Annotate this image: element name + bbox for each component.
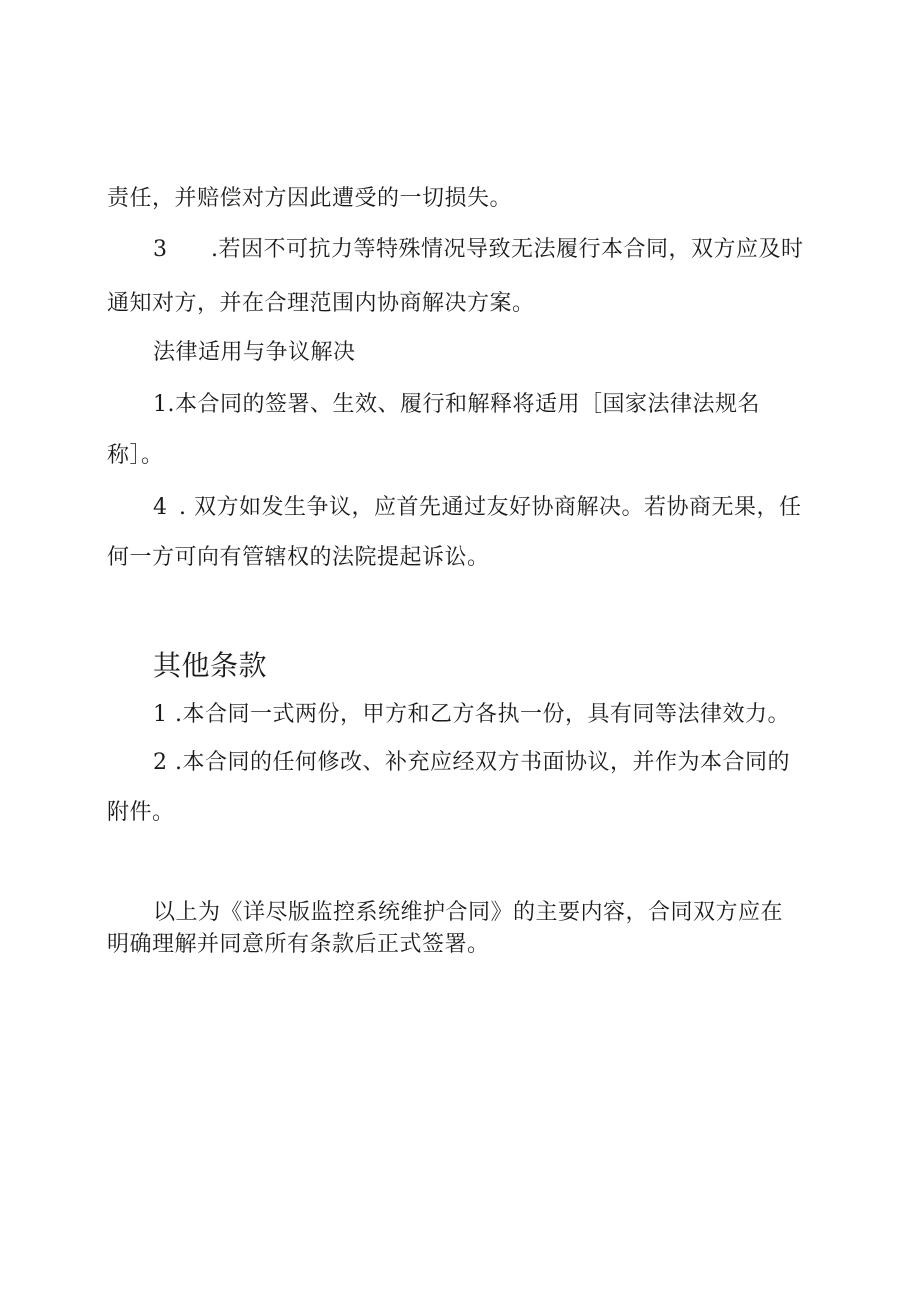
text-line: .若因不可抗力等特殊情况导致无法履行本合同，双方应及时 (211, 237, 804, 262)
paragraph-law-item1-line2 (107, 441, 920, 471)
item-number: 1 (153, 702, 168, 727)
paragraph-liability-continuation (107, 184, 920, 214)
paragraph-other-item1 (153, 700, 920, 730)
item-number: 3 (153, 237, 168, 262)
item-number: 4 (153, 495, 168, 520)
section-title-law (153, 338, 920, 368)
text-line: 以上为《详尽版监控系统维护合同》的主要内容，合同双方应在 (153, 900, 784, 925)
item-number: 1. (153, 392, 175, 417)
text-line: 通知对方，并在合理范围内协商解决方案。 (107, 291, 535, 316)
text-line: . 双方如发生争议，应首先通过友好协商解决。若协商无果，任 (179, 495, 802, 520)
text-line: 何一方可向有管辖权的法院提起诉讼。 (107, 545, 490, 570)
item-number: 2 (153, 750, 168, 775)
paragraph-other-item2-line2 (107, 798, 920, 828)
paragraph-force-majeure (153, 235, 920, 265)
paragraph-other-item2 (153, 748, 920, 778)
text-line: 附件。 (107, 800, 175, 825)
text-line: .本合同的任何修改、补充应经双方书面协议，并作为本合同的 (175, 750, 790, 775)
paragraph-closing-line2 (107, 930, 920, 960)
text-line: 明确理解并同意所有条款后正式签署。 (107, 932, 490, 957)
section-heading-other-terms: 其他条款 (153, 649, 268, 682)
paragraph-law-item2-line2 (107, 543, 920, 573)
paragraph-force-majeure-line2 (107, 289, 920, 319)
paragraph-closing (153, 898, 920, 928)
section-title: 法律适用与争议解决 (153, 340, 356, 365)
paragraph-law-item1 (153, 390, 920, 420)
paragraph-law-item2 (153, 493, 920, 523)
text-line: 责任，并赔偿对方因此遭受的一切损失。 (107, 186, 513, 211)
text-line: .本合同一式两份，甲方和乙方各执一份，具有同等法律效力。 (175, 702, 790, 727)
text-line: 本合同的签署、生效、履行和解释将适用［国家法律法规名 (175, 392, 761, 417)
text-line: 称］。 (107, 443, 164, 468)
